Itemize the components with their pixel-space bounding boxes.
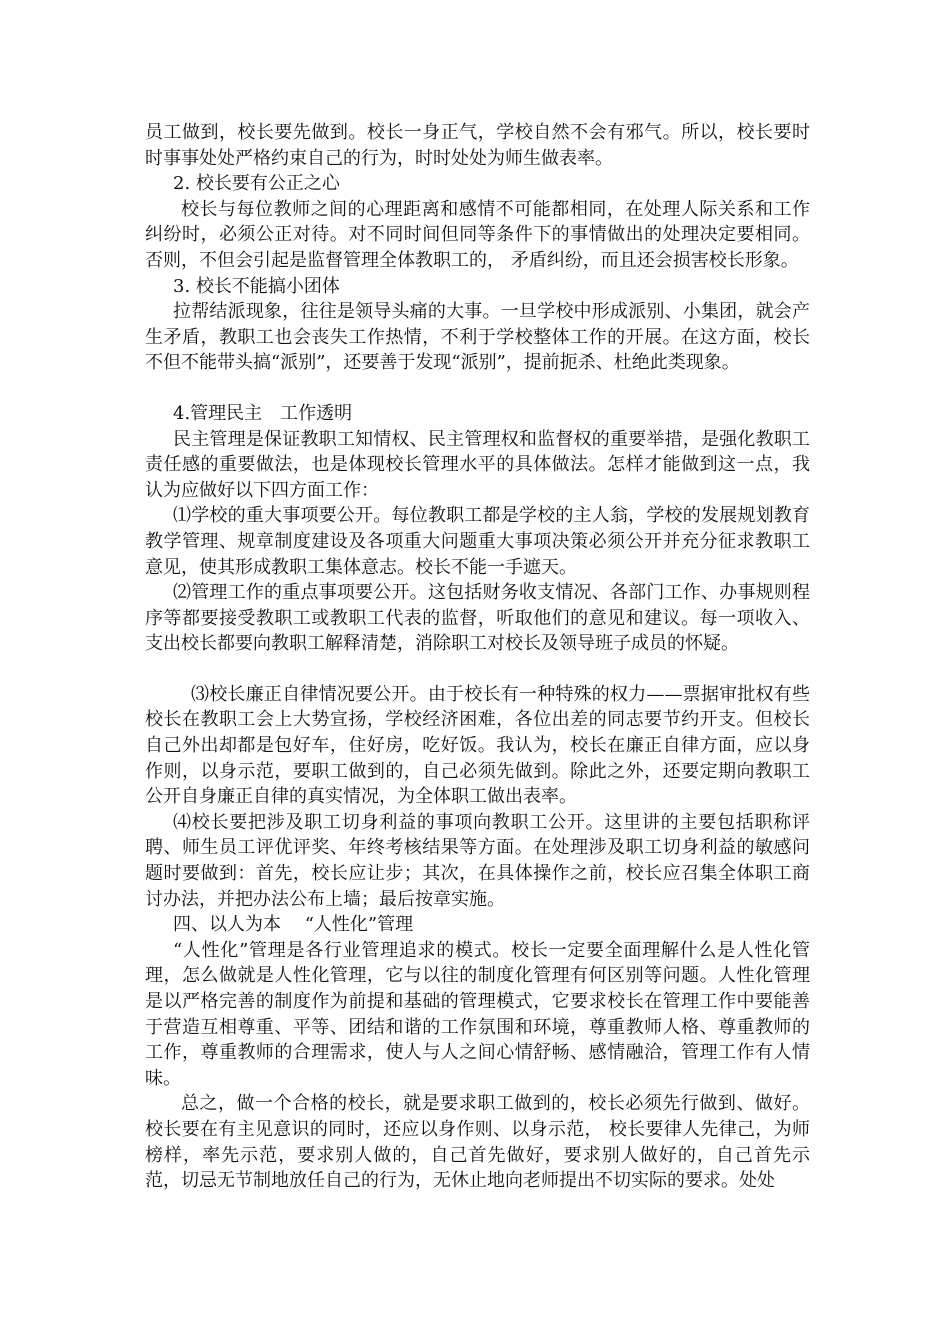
paragraph-conclusion: 总之，做一个合格的校长，就是要求职工做到的，校长必须先行做到、做好。校长要在有主见意识的同时，还应以身作则、以身示范， 校长要律人先律己，为师榜样，率先示范，要求别人做的，自己首先做好，要求别人做好的，自己首先示范，切忌无节制地放任自己的行为，无休止地向老师提出不切实际的要求。处处 [145, 1093, 810, 1192]
paragraph-gap [145, 657, 810, 682]
heading-democratic-management: 4.管理民主 工作透明 [173, 402, 353, 424]
paragraph-item-2: ⑵管理工作的重点事项要公开。这包括财务收支情况、各部门工作、办事规则程序等都要接受教职工或教职工代表的监督，听取他们的意见和建议。每一项收入、支出校长都要向教职工解释清楚，消除职工对校长及领导班子成员的怀疑。 [145, 582, 810, 655]
heading-no-cliques: 3. 校长不能搞小团体 [173, 275, 340, 297]
document-body [145, 120, 810, 1194]
paragraph-gap [145, 376, 810, 401]
paragraph-item-3: ⑶校长廉正自律情况要公开。由于校长有一种特殊的权力——票据审批权有些校长在教职工会上大势宣扬，学校经济困难，各位出差的同志要节约开支。但校长自己外出却都是包好车，住好房，吃好饭。我认为，校长在廉正自律方面，应以身作则，以身示范，要职工做到的，自己必须先做到。除此之外，还要定期向教职工公开自身廉正自律的真实情况，为全体职工做出表率。 [145, 683, 810, 808]
paragraph-item-1: ⑴学校的重大事项要公开。每位教职工都是学校的主人翁，学校的发展规划教育教学管理、规章制度建设及各项重大问题重大事项决策必须公开并充分征求教职工意见，使其形成教职工集体意志。校长不能一手遮天。 [145, 505, 810, 578]
paragraph-no-cliques: 拉帮结派现象，往往是领导头痛的大事。一旦学校中形成派别、小集团，就会产生矛盾，教职工也会丧失工作热情，不利于学校整体工作的开展。在这方面，校长不但不能带头搞“派别”，还要善于发现“派别”，提前扼杀、杜绝此类现象。 [145, 301, 810, 374]
paragraph-continuation: 员工做到，校长要先做到。校长一身正气，学校自然不会有邪气。所以，校长要时时事事处处严格约束自己的行为，时时处处为师生做表率。 [145, 122, 810, 169]
paragraph-fairness: 校长与每位教师之间的心理距离和感情不可能都相同，在处理人际关系和工作纠纷时，必须公正对待。对不同时间但同等条件下的事情做出的处理决定要相同。否则，不但会引起是监督管理全体教职工的， 矛盾纠纷，而且还会损害校长形象。 [145, 198, 810, 271]
heading-people-oriented: 四、以人为本 “人性化”管理 [173, 914, 414, 936]
heading-fairness: 2. 校长要有公正之心 [173, 173, 340, 195]
paragraph-people-oriented: “人性化”管理是各行业管理追求的模式。校长一定要全面理解什么是人性化管理，怎么做就是人性化管理，它与以往的制度化管理有何区别等问题。人性化管理是以严格完善的制度作为前提和基础的管理模式，它要求校长在管理工作中要能善于营造互相尊重、平等、团结和谐的工作氛围和环境，尊重教师人格、尊重教师的工作，尊重教师的合理需求，使人与人之间心情舒畅、感情融洽，管理工作有人情味。 [145, 939, 810, 1089]
paragraph-item-4: ⑷校长要把涉及职工切身利益的事项向教职工公开。这里讲的主要包括职称评聘、师生员工评优评奖、年终考核结果等方面。在处理涉及职工切身利益的敏感问题时要做到：首先，校长应让步；其次，在具体操作之前，校长应召集全体职工商讨办法，并把办法公布上墙；最后按章实施。 [145, 811, 810, 910]
paragraph-democratic-management: 民主管理是保证教职工知情权、民主管理权和监督权的重要举措，是强化教职工责任感的重要做法，也是体现校长管理水平的具体做法。怎样才能做到这一点，我认为应做好以下四方面工作： [145, 428, 810, 501]
